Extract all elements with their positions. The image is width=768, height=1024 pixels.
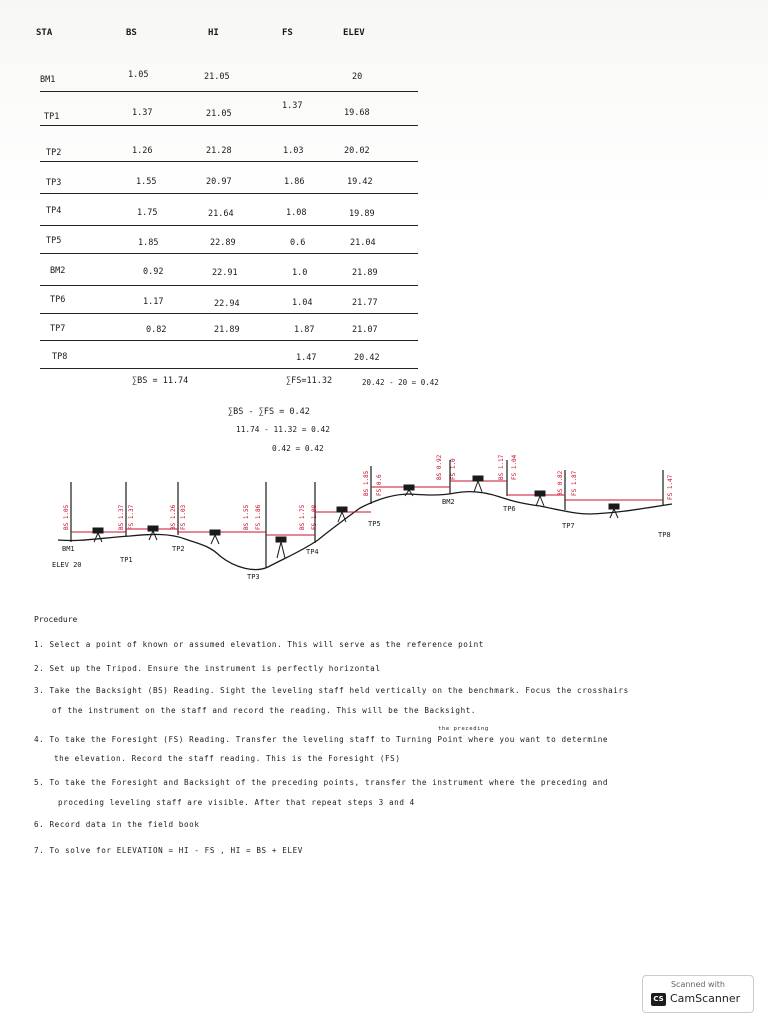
cell-bs: 1.17 <box>143 297 164 307</box>
reading-tp1-bs: BS 1.37 <box>118 504 125 530</box>
cell-sta: TP8 <box>52 352 68 362</box>
cell-bs: 1.75 <box>137 208 158 218</box>
cell-fs: 1.04 <box>292 298 313 308</box>
label-tp8: TP8 <box>658 531 671 539</box>
reading-bm2-bs: BS 0.92 <box>436 454 443 480</box>
level-8 <box>535 491 545 506</box>
reading-tp5-bs: BS 1.85 <box>363 470 370 496</box>
cell-hi: 20.97 <box>206 177 232 187</box>
cell-fs: 1.0 <box>292 268 308 278</box>
reading-tp4-bs: BS 1.75 <box>299 504 306 530</box>
reading-tp8-fs: FS 1.47 <box>667 474 674 500</box>
reading-tp5-fs: FS 0.6 <box>376 474 383 496</box>
row-rule <box>40 313 418 314</box>
reading-tp2-bs: BS 1.26 <box>170 504 177 530</box>
cell-fs: 1.47 <box>296 353 317 363</box>
reading-tp1-fs: FS 1.37 <box>128 504 135 530</box>
cell-hi: 21.05 <box>206 109 232 119</box>
procedure-step-5: 5. To take the Foresight and Backsight of the preceding points, transfer the instrument where the preceding and <box>34 778 609 787</box>
cell-elev: 20.02 <box>344 146 370 156</box>
procedure-step-3: 3. Take the Backsight (BS) Reading. Sight the leveling staff held vertically on the benchmark. Focus the crosshairs <box>34 686 629 695</box>
check-line-2: 11.74 - 11.32 = 0.42 <box>236 425 330 434</box>
cell-bs: 1.85 <box>138 238 159 248</box>
cell-hi: 21.89 <box>214 325 240 335</box>
camscanner-name: CamScanner <box>670 992 741 1005</box>
header-sta: STA <box>36 28 53 38</box>
procedure-step-2: 2. Set up the Tripod. Ensure the instrument is perfectly horizontal <box>34 664 381 673</box>
label-tp2: TP2 <box>172 545 185 553</box>
reading-tp4-fs: FS 1.08 <box>311 504 318 530</box>
cell-sta: BM1 <box>40 75 56 85</box>
cell-elev: 20.42 <box>354 353 380 363</box>
procedure-step-3-cont: of the instrument on the staff and record the reading. This will be the Backsight. <box>52 706 477 715</box>
row-rule <box>40 368 418 369</box>
cell-elev: 19.68 <box>344 108 370 118</box>
header-fs: FS <box>282 28 293 38</box>
level-7 <box>473 476 483 492</box>
reading-tp6-bs: BS 1.17 <box>498 454 505 480</box>
fs-sum: ∑FS=11.32 <box>286 376 333 386</box>
cell-elev: 20 <box>352 72 363 82</box>
cell-sta: TP1 <box>44 112 60 122</box>
label-tp4: TP4 <box>306 548 319 556</box>
level-1 <box>93 528 103 542</box>
cell-sta: TP3 <box>46 178 62 188</box>
reading-tp2-fs: FS 1.03 <box>180 504 187 530</box>
cell-bs: 0.82 <box>146 325 167 335</box>
level-4 <box>276 537 286 558</box>
procedure-step-6: 6. Record data in the field book <box>34 820 200 829</box>
cell-fs: 1.03 <box>283 146 304 156</box>
elev-check: 20.42 - 20 = 0.42 <box>362 378 439 387</box>
level-9 <box>609 504 619 518</box>
cell-sta: TP7 <box>50 324 66 334</box>
label-tp6: TP6 <box>503 505 516 513</box>
header-elev: ELEV <box>343 28 365 38</box>
row-rule <box>40 91 418 92</box>
staff-readings <box>63 454 674 530</box>
cell-elev: 21.07 <box>352 325 378 335</box>
cell-elev: 21.89 <box>352 268 378 278</box>
row-rule <box>40 285 418 286</box>
cell-bs: 1.37 <box>132 108 153 118</box>
check-line-1: ∑BS - ∑FS = 0.42 <box>228 407 310 417</box>
cell-hi: 22.89 <box>210 238 236 248</box>
row-rule <box>40 125 418 126</box>
camscanner-logo-icon: CS <box>651 993 666 1006</box>
cell-sta: TP6 <box>50 295 66 305</box>
cell-sta: TP2 <box>46 148 62 158</box>
cell-hi: 21.28 <box>206 146 232 156</box>
reading-tp3-fs: FS 1.86 <box>255 504 262 530</box>
label-elev-note: ELEV 20 <box>52 561 82 569</box>
row-rule <box>40 253 418 254</box>
reading-tp3-bs: BS 1.55 <box>243 504 250 530</box>
cell-bs: 1.55 <box>136 177 157 187</box>
leveling-profile-diagram <box>0 440 768 600</box>
cell-bs: 1.26 <box>132 146 153 156</box>
level-3 <box>210 530 220 544</box>
label-tp5: TP5 <box>368 520 381 528</box>
cell-sta: BM2 <box>50 266 66 276</box>
scanned-with-caption: Scanned with <box>670 980 726 989</box>
procedure-step-7: 7. To solve for ELEVATION = HI - FS , HI = BS + ELEV <box>34 846 303 855</box>
cell-fs: 1.08 <box>286 208 307 218</box>
cell-sta: TP5 <box>46 236 62 246</box>
bs-sum: ∑BS = 11.74 <box>132 376 189 386</box>
procedure-step-5-cont: proceding leveling staff are visible. After that repeat steps 3 and 4 <box>58 798 415 807</box>
cell-elev: 21.04 <box>350 238 376 248</box>
cell-elev: 19.42 <box>347 177 373 187</box>
procedure-step-4: 4. To take the Foresight (FS) Reading. Transfer the leveling staff to Turning Point where you want to determine <box>34 735 609 744</box>
row-rule <box>40 193 418 194</box>
cell-elev: 21.77 <box>352 298 378 308</box>
reading-tp6-fs: FS 1.04 <box>511 454 518 480</box>
label-bm2: BM2 <box>442 498 455 506</box>
level-2 <box>148 526 158 540</box>
cell-hi: 22.94 <box>214 299 240 309</box>
cell-hi: 21.05 <box>204 72 230 82</box>
label-tp3: TP3 <box>247 573 260 581</box>
cell-sta: TP4 <box>46 206 62 216</box>
label-tp7: TP7 <box>562 522 575 530</box>
cell-hi: 22.91 <box>212 268 238 278</box>
cell-bs: 0.92 <box>143 267 164 277</box>
level-5 <box>337 507 347 522</box>
header-bs: BS <box>126 28 137 38</box>
procedure-step-4-insert: the preceding <box>438 726 489 732</box>
cell-fs: 1.37 <box>282 101 303 111</box>
cell-fs: 1.87 <box>294 325 315 335</box>
row-rule <box>40 225 418 226</box>
row-rule <box>40 340 418 341</box>
procedure-title: Procedure <box>34 615 78 624</box>
header-hi: HI <box>208 28 219 38</box>
cell-hi: 21.64 <box>208 209 234 219</box>
cell-elev: 19.89 <box>349 209 375 219</box>
label-bm1: BM1 <box>62 545 75 553</box>
cell-fs: 1.86 <box>284 177 305 187</box>
reading-tp7-bs: BS 0.82 <box>557 470 564 496</box>
label-tp1: TP1 <box>120 556 133 564</box>
station-labels <box>52 498 671 581</box>
reading-bm1-bs: BS 1.05 <box>63 504 70 530</box>
cell-bs: 1.05 <box>128 70 149 80</box>
procedure-step-4-cont: the elevation. Record the staff reading. This is the Foresight (FS) <box>54 754 401 763</box>
reading-tp7-fs: FS 1.87 <box>571 470 578 496</box>
procedure-step-1: 1. Select a point of known or assumed elevation. This will serve as the reference point <box>34 640 484 649</box>
reading-bm2-fs: FS 1.0 <box>450 458 457 480</box>
row-rule <box>40 161 418 162</box>
cell-fs: 0.6 <box>290 238 306 248</box>
camscanner-watermark <box>642 975 754 1013</box>
check-line-3: 0.42 = 0.42 <box>272 444 324 453</box>
